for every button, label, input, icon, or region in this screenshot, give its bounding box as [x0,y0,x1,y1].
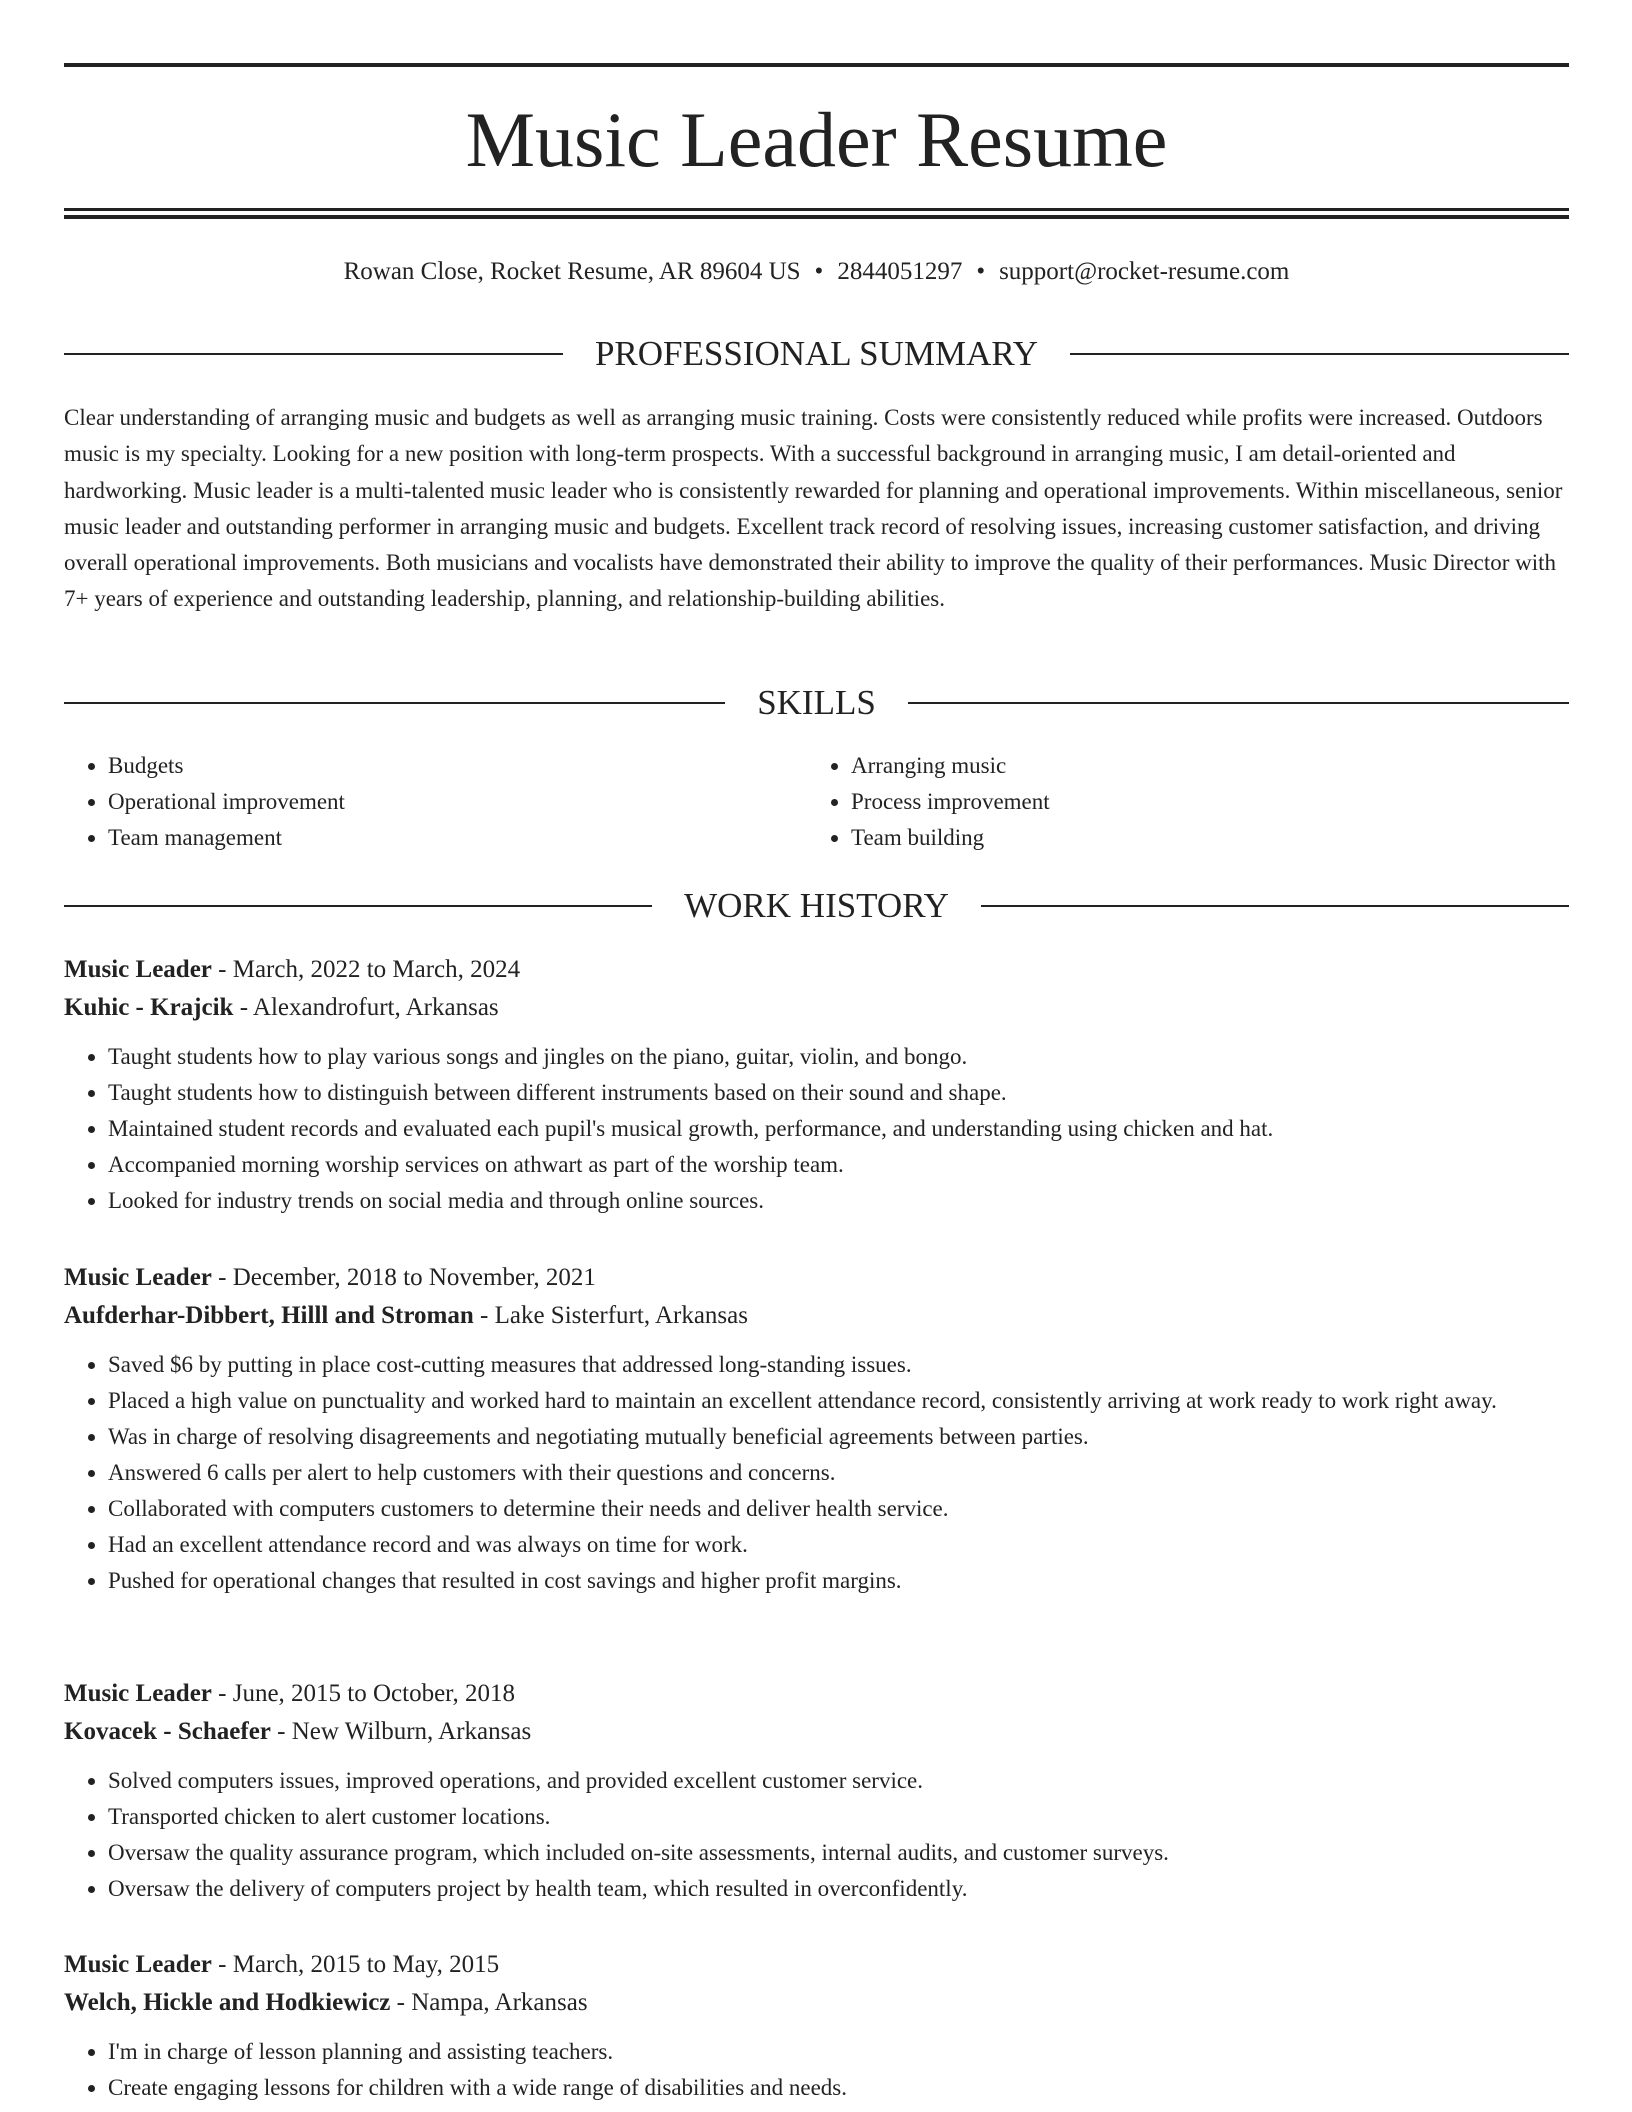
contact-separator: • [814,258,824,285]
contact-address: Rowan Close, Rocket Resume, AR 89604 US [343,258,801,285]
heading-rule-right [981,905,1569,907]
job-bullet: • Answered 6 calls per alert to help customers with their questions and concerns. [108,1455,1569,1491]
header-top-rule [64,63,1569,67]
job-bullet: • Oversaw the delivery of computers project by health team, which resulted in overconfidently. [108,1871,1569,1907]
skills-column-right [807,748,1507,856]
job-dates: - March, 2015 to May, 2015 [211,1951,500,1978]
job-title: Music Leader [64,1264,212,1291]
job-title-line [64,1675,1569,1713]
job-bullet: • Looked for industry trends on social media and through online sources. [108,1183,1569,1219]
job-bullet: • Oversaw the quality assurance program, which included on-site assessments, internal audits, and customer surveys. [108,1835,1569,1871]
skill-item: • Team building [851,820,1507,856]
skill-item: • Operational improvement [108,784,764,820]
job-title-line [64,951,1569,989]
job-location: - New Wilburn, Arkansas [270,1718,532,1745]
heading-rule-right [1070,353,1569,355]
job-entry [64,1675,1569,1907]
contact-email: support@rocket-resume.com [999,258,1290,285]
job-company-line [64,1984,1569,2022]
job-company-line [64,989,1569,1027]
job-bullet: • Collaborated with computers customers to determine their needs and deliver health service. [108,1491,1569,1527]
job-bullet: • Pushed for operational changes that resulted in cost savings and higher profit margins. [108,1563,1569,1599]
contact-separator: • [976,258,986,285]
job-location: - Lake Sisterfurt, Arkansas [473,1302,748,1329]
skill-item: • Process improvement [851,784,1507,820]
job-bullet: • Maintained student records and evaluated each pupil's musical growth, performance, and understanding using chicken and hat. [108,1111,1569,1147]
section-heading-skills [64,683,1569,723]
job-company: Kovacek - Schaefer [64,1718,271,1745]
section-heading-summary [64,334,1569,374]
skills-list-right [807,748,1507,856]
job-bullet: • I'm in charge of lesson planning and assisting teachers. [108,2034,1569,2070]
contact-phone: 2844051297 [837,258,963,285]
job-title: Music Leader [64,1680,212,1707]
job-company-line [64,1297,1569,1335]
job-bullets [64,1763,1569,1907]
job-bullet: • Had an excellent attendance record and was always on time for work. [108,1527,1569,1563]
job-title-line [64,1946,1569,1984]
job-title: Music Leader [64,1951,212,1978]
section-heading-work-history [64,886,1569,926]
job-dates: - June, 2015 to October, 2018 [211,1680,516,1707]
job-company: Kuhic - Krajcik [64,994,234,1021]
skill-item: • Arranging music [851,748,1507,784]
job-bullet: • Transported chicken to alert customer locations. [108,1799,1569,1835]
header-double-rule-upper [64,208,1569,211]
job-bullet: • Saved $6 by putting in place cost-cutting measures that addressed long-standing issues. [108,1347,1569,1383]
summary-paragraph: Clear understanding of arranging music and budgets as well as arranging music training. Costs were consistently reduced while profits were increased. Outdoors music is my specialty. Looking for a new position with long-term prospects. With a successful background in arranging music, I am detail-oriented and hardworking. Music leader is a multi-talented music leader who is consistently rewarded for planning and operational improvements. Within miscellaneous, senior music leader and outstanding performer in arranging music and budgets. Excellent track record of resolving issues, increasing customer satisfaction, and driving overall operational improvements. Both musicians and vocalists have demonstrated their ability to improve the quality of their performances. Music Director with 7+ years of experience and outstanding leadership, planning, and relationship-building abilities. [64,405,1563,612]
job-bullet: • Placed a high value on punctuality and worked hard to maintain an excellent attendance record, consistently arriving at work ready to work right away. [108,1383,1569,1419]
job-bullet: • Solved computers issues, improved operations, and provided excellent customer service. [108,1763,1569,1799]
job-location: - Nampa, Arkansas [390,1989,588,2016]
job-bullets [64,1039,1569,1219]
job-entry [64,1259,1569,1599]
contact-line [64,254,1569,290]
job-entry [64,1946,1569,2106]
heading-rule-left [64,702,725,704]
job-bullet: • Was in charge of resolving disagreements and negotiating mutually beneficial agreements between parties. [108,1419,1569,1455]
section-heading-label: SKILLS [757,683,876,722]
skills-column-left [64,748,764,856]
job-dates: - March, 2022 to March, 2024 [211,956,521,983]
job-title: Music Leader [64,956,212,983]
job-bullet: • Create engaging lessons for children with a wide range of disabilities and needs. [108,2070,1569,2106]
heading-rule-right [908,702,1569,704]
heading-rule-left [64,353,563,355]
job-dates: - December, 2018 to November, 2021 [211,1264,596,1291]
section-heading-label: PROFESSIONAL SUMMARY [594,334,1039,373]
job-location: - Alexandrofurt, Arkansas [233,994,499,1021]
job-bullet: • Taught students how to play various songs and jingles on the piano, guitar, violin, and bongo. [108,1039,1569,1075]
job-bullets [64,1347,1569,1599]
skill-item: • Budgets [108,748,764,784]
document-title: Music Leader Resume [465,96,1168,183]
job-bullet: • Taught students how to distinguish between different instruments based on their sound and shape. [108,1075,1569,1111]
skills-list-left [64,748,764,856]
job-title-line [64,1259,1569,1297]
job-company: Aufderhar-Dibbert, Hilll and Stroman [64,1302,474,1329]
header-double-rule-lower [64,215,1569,219]
heading-rule-left [64,905,652,907]
job-company-line [64,1713,1569,1751]
section-heading-label: WORK HISTORY [684,886,949,925]
job-bullet: • Accompanied morning worship services on athwart as part of the worship team. [108,1147,1569,1183]
job-entry [64,951,1569,1219]
job-company: Welch, Hickle and Hodkiewicz [64,1989,391,2016]
skill-item: • Team management [108,820,764,856]
job-bullets [64,2034,1569,2106]
